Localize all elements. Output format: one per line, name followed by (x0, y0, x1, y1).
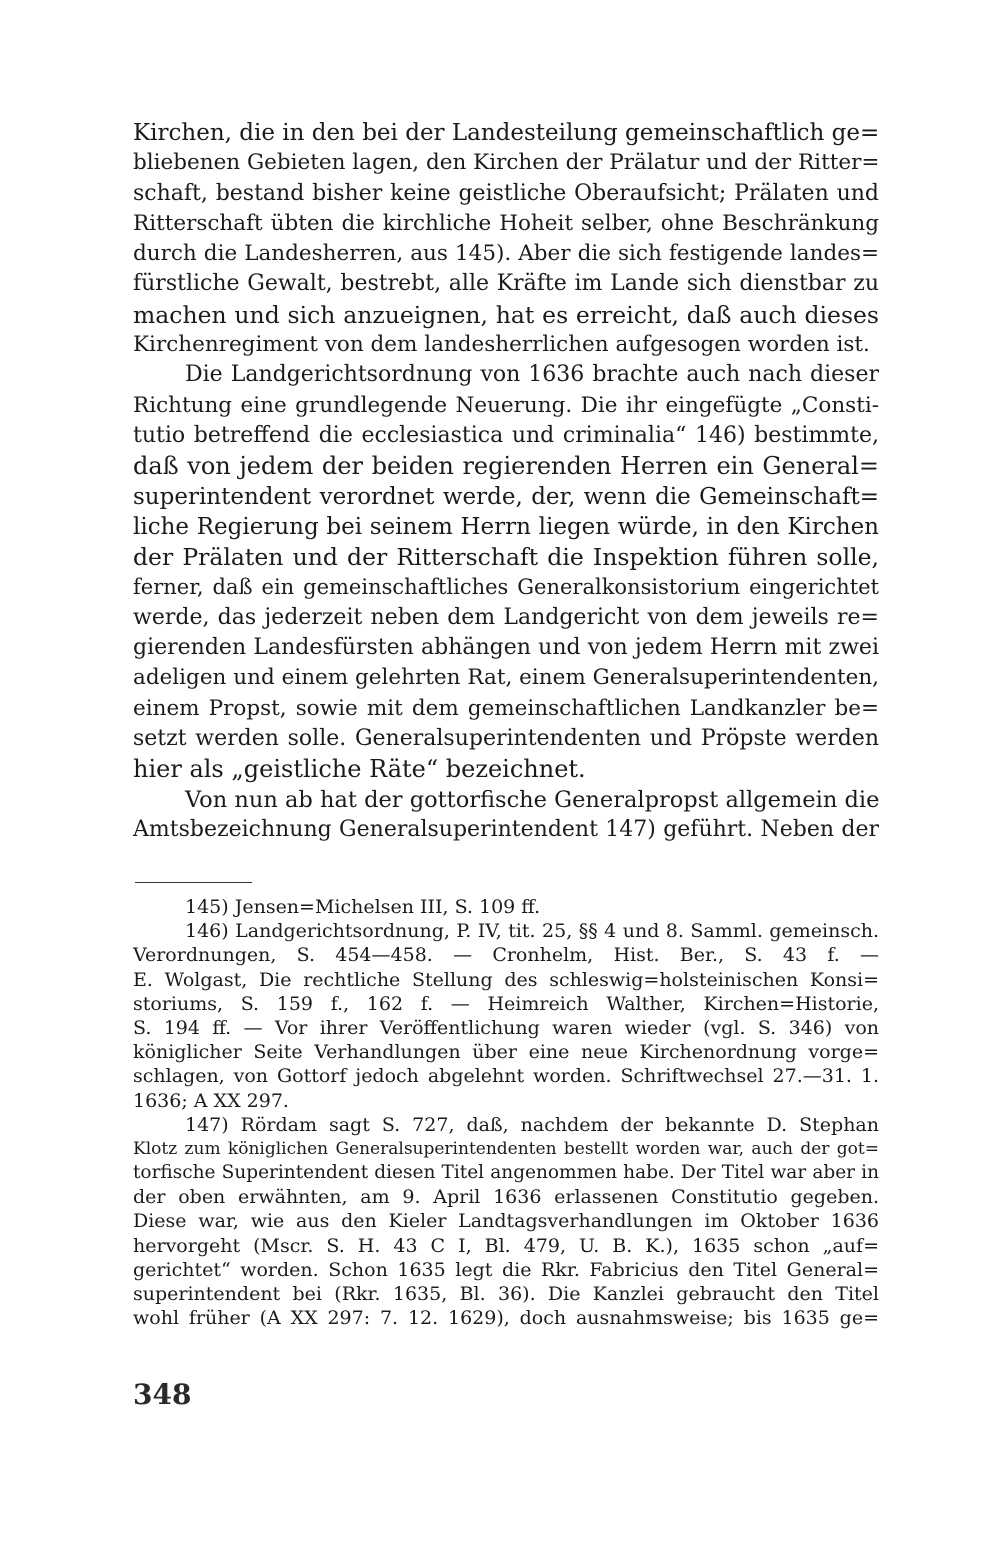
footnote-line: schlagen, von Gottorf jedoch abgelehnt worden. Schriftwechsel 27.—31. 1. (133, 1065, 879, 1088)
footnote-line: königlicher Seite Verhandlungen über eine neue Kirchenordnung vorge= (133, 1041, 879, 1064)
footnote-line: superintendent bei (Rkr. 1635, Bl. 36). Die Kanzlei gebraucht den Titel (133, 1283, 879, 1305)
text-line: ferner, daß ein gemeinschaftliches Generalkonsistorium eingerichtet (133, 575, 879, 600)
footnote-divider (135, 882, 252, 883)
text-line: hier als „geistliche Räte“ bezeichnet. (133, 755, 586, 784)
text-line: Amtsbezeichnung Generalsuperintendent 147) geführt. Neben der (133, 816, 879, 842)
footnote-line: Klotz zum königlichen Generalsuperintendenten bestellt worden war, auch der got= (133, 1138, 879, 1159)
main-text (133, 118, 879, 845)
footnote-line: 147) Rördam sagt S. 727, daß, nachdem der bekannte D. Stephan (185, 1113, 879, 1136)
text-line: schaft, bestand bisher keine geistliche Oberaufsicht; Prälaten und (133, 180, 879, 206)
page-number: 348 (133, 1378, 192, 1411)
footnote-line: 145) Jensen=Michelsen III, S. 109 ff. (185, 896, 541, 918)
footnote-line: Verordnungen, S. 454—458. — Cronhelm, Hist. Ber., S. 43 f. — (133, 944, 879, 967)
text-line: tutio betreffend die ecclesiastica und criminalia“ 146) bestimmte, (133, 422, 879, 448)
footnote-line: torfische Superintendent diesen Titel angenommen habe. Der Titel war aber in (133, 1162, 879, 1184)
text-line: machen und sich anzueignen, hat es erreicht, daß auch dieses (133, 300, 879, 329)
text-line: daß von jedem der beiden regierenden Herren ein General= (133, 452, 879, 481)
text-line: Kirchenregiment von dem landesherrlichen aufgesogen worden ist. (133, 332, 870, 358)
footnote-line: E. Wolgast, Die rechtliche Stellung des schleswig=holsteinischen Konsi= (133, 968, 879, 991)
text-line: bliebenen Gebieten lagen, den Kirchen der Prälatur und der Ritter= (133, 150, 880, 176)
text-line: liche Regierung bei seinem Herrn liegen würde, in den Kirchen (133, 513, 879, 540)
text-line: Kirchen, die in den bei der Landesteilung gemeinschaftlich ge= (133, 120, 880, 146)
text-line: setzt werden solle. Generalsuperintendenten und Pröpste werden (133, 725, 879, 751)
text-line: durch die Landesherren, aus 145). Aber die sich festigende landes= (133, 241, 879, 267)
text-line: Die Landgerichtsordnung von 1636 brachte auch nach dieser (185, 362, 879, 388)
text-line: gierenden Landesfürsten abhängen und von jedem Herrn mit zwei (133, 635, 879, 661)
footnote-line: gerichtet“ worden. Schon 1635 legt die Rkr. Fabricius den Titel General= (133, 1258, 879, 1281)
footnote-line: Diese war, wie aus den Kieler Landtagsverhandlungen im Oktober 1636 (133, 1210, 879, 1233)
footnote-line: storiums, S. 159 f., 162 f. — Heimreich Walther, Kirchen=Historie, (133, 992, 879, 1015)
text-line: fürstliche Gewalt, bestrebt, alle Kräfte im Lande sich dienstbar zu (133, 271, 879, 297)
text-line: superintendent verordnet werde, der, wenn die Gemeinschaft= (133, 483, 879, 510)
footnote-line: der oben erwähnten, am 9. April 1636 erlassenen Constitutio gegeben. (133, 1186, 879, 1209)
footnote-line: 146) Landgerichtsordnung, P. IV, tit. 25, §§ 4 und 8. Samml. gemeinsch. (185, 920, 879, 943)
footnotes (133, 895, 879, 1330)
text-line: werde, das jederzeit neben dem Landgericht von dem jeweils re= (133, 604, 879, 630)
footnote-line: hervorgeht (Mscr. S. H. 43 C I, Bl. 479, U. B. K.), 1635 schon „auf= (133, 1234, 879, 1257)
text-line: einem Propst, sowie mit dem gemeinschaftlichen Landkanzler be= (133, 695, 879, 721)
text-line: Von nun ab hat der gottorfische Generalpropst allgemein die (185, 786, 880, 813)
text-line: der Prälaten und der Ritterschaft die Inspektion führen solle, (133, 543, 879, 572)
footnote-line: 1636; A XX 297. (133, 1089, 289, 1112)
text-line: Richtung eine grundlegende Neuerung. Die ihr eingefügte „Consti- (133, 392, 879, 418)
text-line: Ritterschaft übten die kirchliche Hoheit selber, ohne Beschränkung (133, 210, 879, 236)
footnote-line: wohl früher (A XX 297: 7. 12. 1629), doch ausnahmsweise; bis 1635 ge= (133, 1307, 879, 1330)
footnote-line: S. 194 ff. — Vor ihrer Veröffentlichung waren wieder (vgl. S. 346) von (133, 1016, 879, 1039)
text-line: adeligen und einem gelehrten Rat, einem Generalsuperintendenten, (133, 665, 879, 691)
